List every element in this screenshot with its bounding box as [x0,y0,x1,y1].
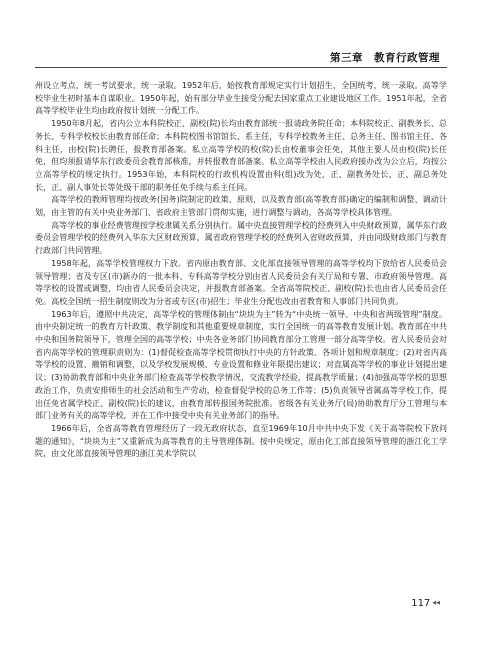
page-number [411,598,440,609]
header-rule [35,67,447,68]
paragraph: 1950年8月起，省内公立本科院校正、副校(院)长均由教育部统一报请政务院任命；本科院校正、副教务长、总务长、专科学校校长由教育部任命；本科院校图书馆馆长、系主任，专科学校教务主任、总务主任、图书馆主任、各科主任，由校(院)长聘任，报教育部备案。私立高等学校的校(院)长由校董事会任免，其他主要人员由校(院)长任免，但均须报请华东行政委员会教育部核准，并转报教育部备案。私立高等学校由人民政府接办改为公立后，均按公立高等学校的规定执行。1953年始，本科院校的行政机构设置由科(组)改为处，正、副教务处长，正、副总务处长，正、副人事处长等处级干部的职务任免手续与系主任同。 [35,119,447,192]
paragraph: 1963年后，遵照中共决定，高等学校的管理体制由“块块为主”转为“中央统一领导、中央和省两级管理”制度。由中央制定统一的教育方针政策、教学制度和其他重要规章制度，实行全国统一的高等教育发展计划。教育部在中共中央和国务院领导下，管理全国的高等学校；中央各业务部门协同教育部分工管理一部分高等学校。省人民委员会对省内高等学校的管理职责则为：(1)督促检查高等学校贯彻执行中央的方针政策、各项计划和规章制度；(2)对省内高等学校的设置、撤销和调整，以及学校发展规模、专业设置和修业年限提出建议；对直属高等学校的事业计划提出建议；(3)协助教育部和中央业务部门检查高等学校教学情况，交流教学经验，提高教学质量；(4)加强高等学校的思想政治工作，负责安排师生的社会活动和生产劳动，检查督促学校的总务工作等；(5)负责领导省属高等学校工作，提出任免省属学校正、副校(院)长的建议，由教育部转报国务院批准。省级各有关业务厅(局)协助教育厅分工管理与本部门业务有关的高等学校，并在工作中接受中央有关业务部门的指导。 [35,309,447,421]
page-number-value: 117 [411,598,431,609]
paragraph: 高等学校的事业经费管理按学校隶属关系分别执行。属中央直接管理学校的经费列入中央财政预算，属华东行政委员会管理学校的经费列入华东大区财政预算，属省政府管理学校的经费列入省财政预算，并由同级财政部门与教育行政部门共同管理。 [35,220,447,256]
body-text [35,80,447,461]
paragraph: 州设立考点，统一考试要求，统一录取。1952年后，始按教育部规定实行计划招生，全国统考，统一录取。高等学校毕业生初时基本自谋职业。1950年起，始有部分毕业生接受分配去国家重点工业建设地区工作。1951年起，全省高等学校毕业生均由政府按计划统一分配工作。 [35,81,447,116]
paragraph: 1958年起，高等学校管理权力下放。省内原由教育部、文化部直接领导管理的高等学校均下放给省人民委员会领导管理；省及专区(市)新办的一批本科、专科高等学校分别由省人民委员会有关厅局和专署、市政府领导管理。高等学校的设置或调整，均由省人民委员会决定，并报教育部备案。全省高等院校正、副校(院)长也由省人民委员会任免。高校全国统一招生制度则改为分省或专区(市)招生；毕业生分配也改由省教育和人事部门共同负责。 [35,258,447,306]
paragraph: 1966年后，全省高等教育管理经历了一段无政府状态，直至1969年10月中共中央下发《关于高等院校下放问题的通知》，“块块为主”又重新成为高等教育的主导管理体制。按中央规定，原由化工部直接领导管理的浙江化工学院，由文化部直接领导管理的浙江美术学院以 [35,423,447,459]
page-marks: ◀◀ [432,600,440,606]
running-header: 第三章 教育行政管理 [330,52,440,64]
paragraph: 高等学校的教师管理均按政务(国务)院制定的政策、原则，以及教育部(高等教育部)确定的编制和调整、调动计划，由主管的有关中央业务部门、省政府主管部门贯彻实施，进行调整与调动，各高等学校具体管理。 [35,195,447,218]
